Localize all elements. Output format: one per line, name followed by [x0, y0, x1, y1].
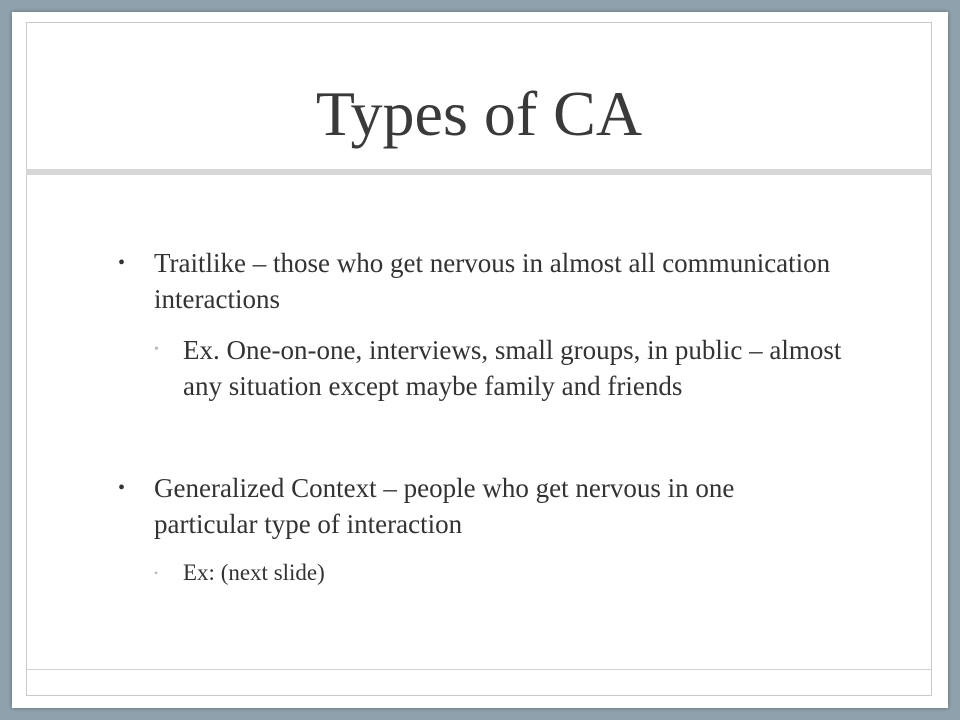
slide [12, 12, 948, 708]
slide-title: Types of CA [315, 78, 643, 149]
bullet-traitlike [118, 245, 838, 317]
bullet-text: Generalized Context – people who get nervous in one particular type of interaction [154, 473, 735, 539]
sub-bullet-traitlike-example [154, 332, 884, 404]
slide-body [26, 175, 932, 696]
sub-bullet-dot: • [154, 342, 159, 357]
footer-divider [26, 669, 932, 670]
sub-bullet-text: Ex. One-on-one, interviews, small groups, in public – almost any situation except maybe family and friends [183, 335, 842, 401]
bullet-dot: • [118, 477, 126, 499]
title-area [26, 22, 932, 172]
bullet-dot: • [118, 252, 126, 274]
sub-bullet-generalized-example [154, 557, 854, 589]
bullet-generalized-context [118, 470, 838, 542]
sub-bullet-dot: • [154, 566, 159, 580]
sub-bullet-text: Ex: (next slide) [183, 560, 325, 585]
bullet-text: Traitlike – those who get nervous in almost all communication interactions [154, 248, 831, 314]
